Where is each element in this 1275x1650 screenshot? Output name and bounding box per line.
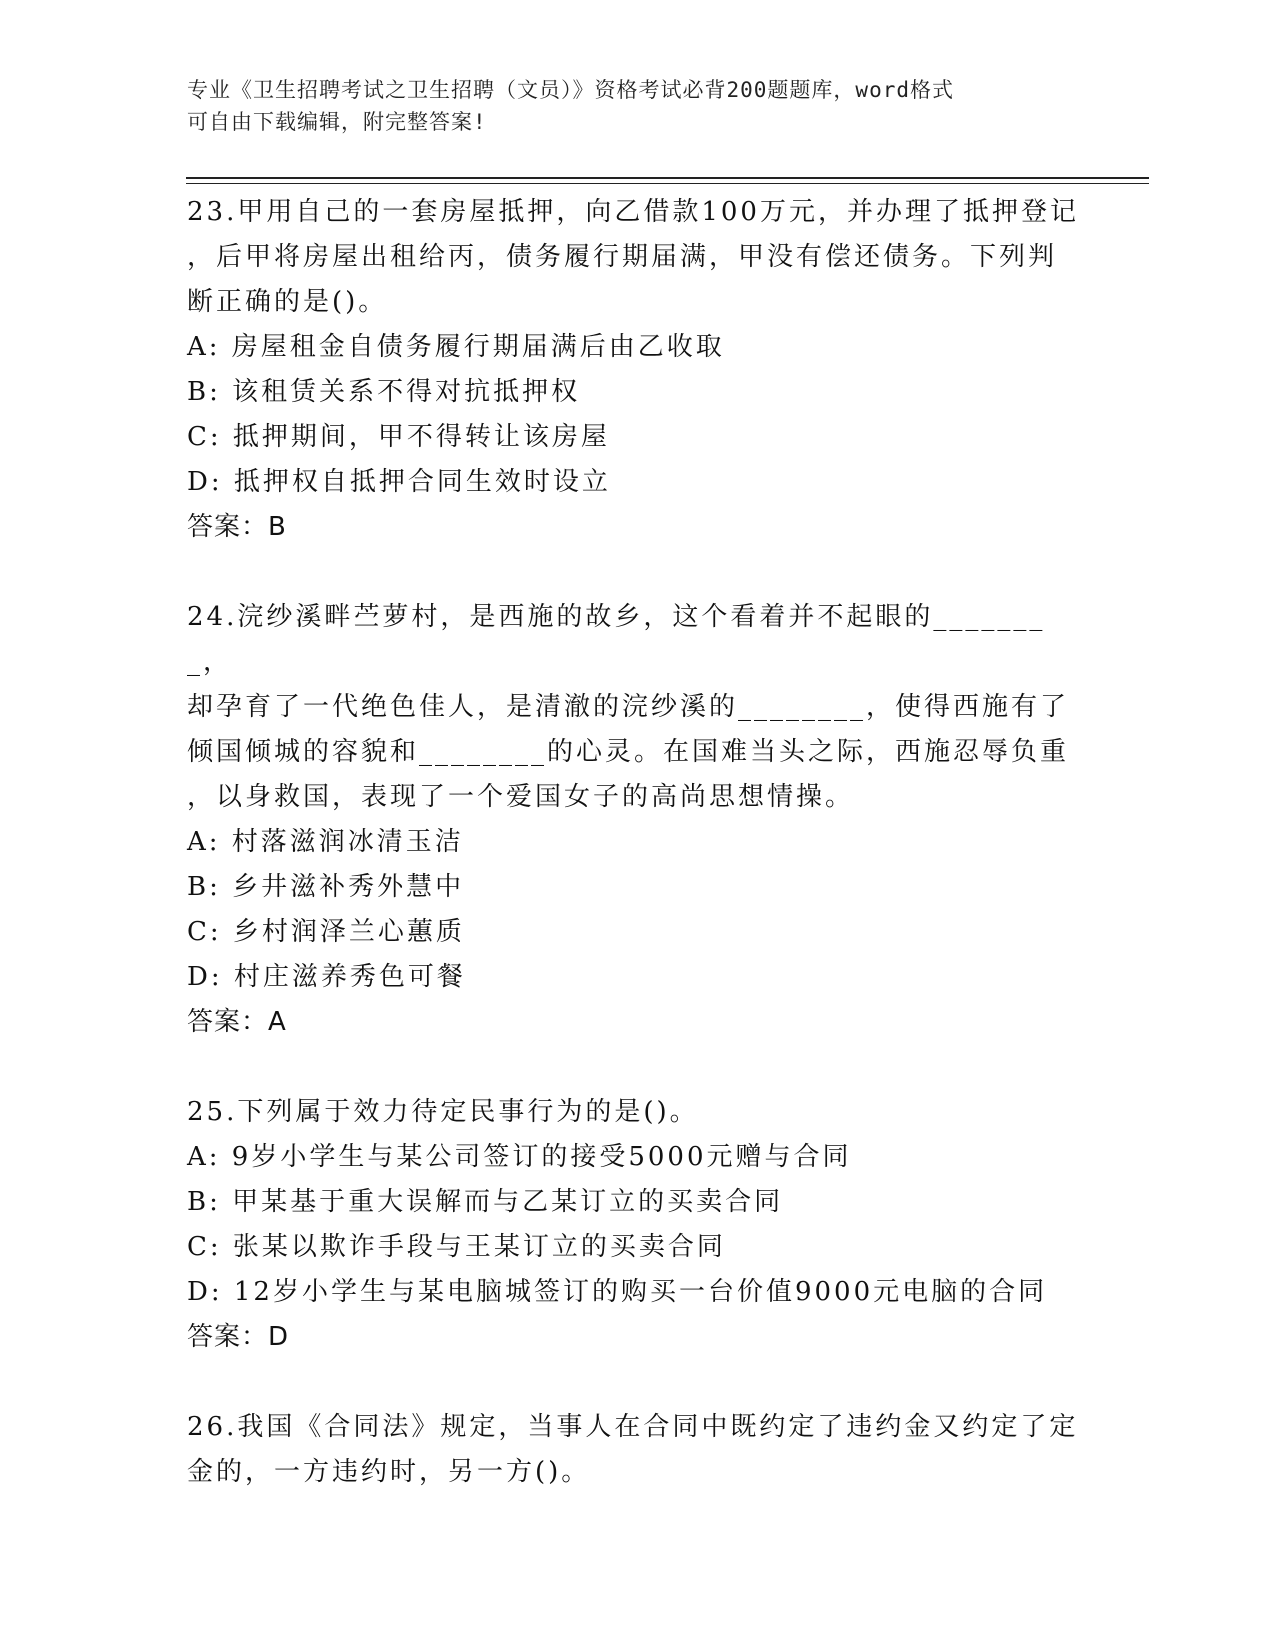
option-c: C: 张某以欺诈手段与王某订立的买卖合同 [187,1232,726,1262]
answer: 答案：A [187,1007,287,1037]
question-23 [187,190,1087,550]
spacer [187,1360,1087,1405]
question-stem-line: 25.下列属于效力待定民事行为的是()。 [187,1097,699,1127]
question-stem-line: ，后甲将房屋出租给丙，债务履行期届满，甲没有偿还债务。下列判 [187,242,1058,272]
question-stem-line: 却孕育了一代绝色佳人，是清澈的浣纱溪的________，使得西施有了 [187,692,1070,722]
header-divider-thin [186,183,1149,184]
question-26 [187,1405,1087,1495]
header-line-1: 专业《卫生招聘考试之卫生招聘（文员）》资格考试必背200题题库，word格式 [187,78,954,102]
question-stem-line: ，以身救国，表现了一个爱国女子的高尚思想情操。 [187,782,855,812]
question-stem-line: 断正确的是()。 [187,287,388,317]
question-stem-line: 23.甲用自己的一套房屋抵押，向乙借款100万元，并办理了抵押登记 [187,197,1079,227]
header-line-2: 可自由下载编辑，附完整答案! [187,110,487,134]
question-stem-line: 26.我国《合同法》规定，当事人在合同中既约定了违约金又约定了定 [187,1412,1079,1442]
option-a: A: 9岁小学生与某公司签订的接受5000元赠与合同 [187,1142,852,1172]
option-b: B: 该租赁关系不得对抗抵押权 [187,377,581,407]
option-b: B: 甲某基于重大误解而与乙某订立的买卖合同 [187,1187,784,1217]
answer: 答案：B [187,512,287,542]
question-list [187,190,1087,1495]
question-24 [187,595,1087,1045]
option-c: C: 乡村润泽兰心蕙质 [187,917,465,947]
question-25 [187,1090,1087,1360]
option-c: C: 抵押期间，甲不得转让该房屋 [187,422,610,452]
question-stem-line: 金的，一方违约时，另一方()。 [187,1457,591,1487]
document-header [187,74,1087,138]
spacer [187,550,1087,595]
option-d: D: 抵押权自抵押合同生效时设立 [187,467,611,497]
spacer [187,1045,1087,1090]
option-d: D: 村庄滋养秀色可餐 [187,962,466,992]
option-a: A: 村落滋润冰清玉洁 [187,827,464,857]
header-divider-thick [186,177,1149,179]
option-a: A: 房屋租金自债务履行期届满后由乙收取 [187,332,725,362]
question-stem-line: 倾国倾城的容貌和________的心灵。在国难当头之际，西施忍辱负重 [187,737,1070,767]
option-d: D: 12岁小学生与某电脑城签订的购买一台价值9000元电脑的合同 [187,1277,1048,1307]
answer: 答案：D [187,1322,290,1352]
option-b: B: 乡井滋补秀外慧中 [187,872,465,902]
question-stem-line: 24.浣纱溪畔苎萝村，是西施的故乡，这个看着并不起眼的________， [187,602,1046,677]
